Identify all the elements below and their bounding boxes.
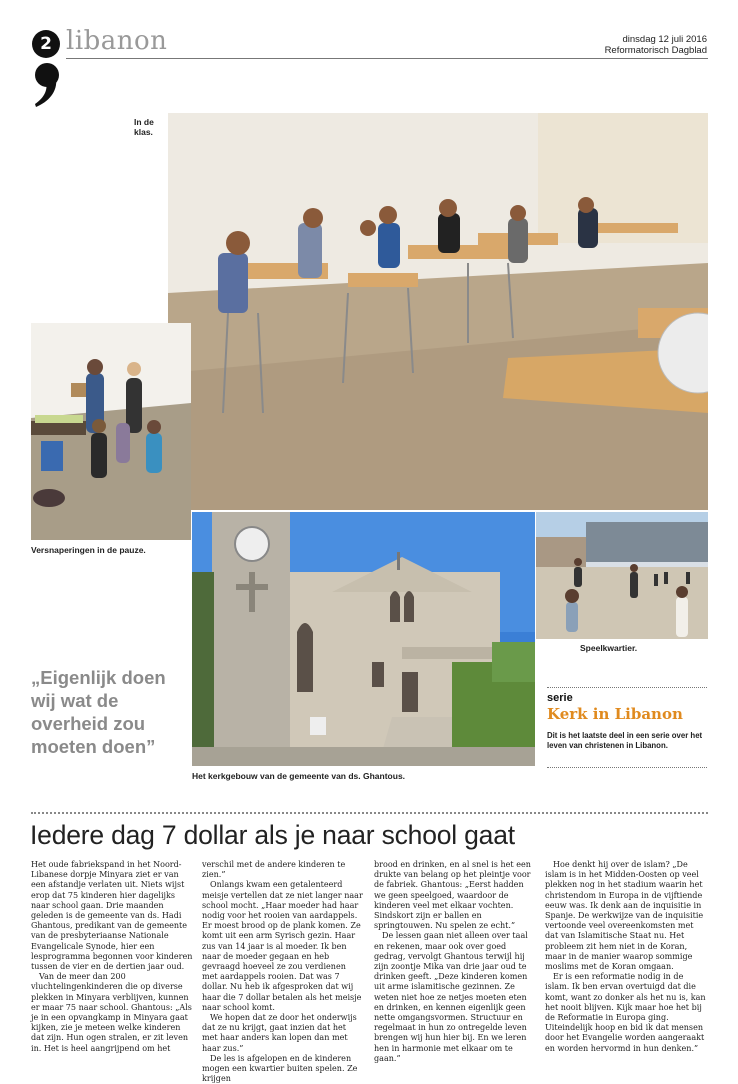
pull-quote: „Eigenlijk doen wij wat de overheid zou moeten doen” [31, 667, 166, 757]
issue-date: dinsdag 12 juli 2016 [622, 34, 707, 45]
paragraph: verschil met de andere kinderen te zien.” [202, 860, 346, 880]
article-column-2 [202, 860, 364, 1084]
header-rule [66, 58, 708, 59]
article-column-4 [545, 860, 707, 1054]
page-number-badge: 2 [32, 30, 60, 58]
paragraph: brood en drinken, en al snel is het een drukte van belang op het pleintje voor de fabriek. Ghantous: „Eerst hadden we geen speelgoed, waardoor de kinderen veel met elkaar vochten. Sindskort zijn er ballen en springtouwen. Nu spelen ze echt.” [374, 860, 531, 931]
playground-caption: Speelkwartier. [580, 643, 638, 653]
church-photo [192, 512, 535, 766]
paragraph: Van de meer dan 200 vluchtelingenkinderen die op diverse plekken in Minyara verblijven, kunnen er maar 75 naar school. Ghantous: „Als je in een opvangkamp in Minyara gaat kijken, zie je meteen welke kinderen dat zijn. Hun ogen stralen, er zit leven in. Het is heel aangrijpend om het [31, 972, 192, 1053]
church-caption: Het kerkgebouw van de gemeente van ds. Ghantous. [192, 771, 406, 781]
paragraph: Er is een reformatie nodig in de islam. Ik ben ervan overtuigd dat die komt, want zo donker als het nu is, kan het nooit blijven. Kijk maar hoe het bij de Reformatie in Europa ging. Uiteindelijk hoop en bid ik dat mensen door het Evangelie worden aangeraakt en worden hervormd in hun denken.” [545, 972, 706, 1053]
playground-photo [536, 512, 708, 639]
serie-title: Kerk in Libanon [547, 705, 683, 723]
serie-label: serie [547, 692, 573, 704]
issue-info [605, 34, 707, 56]
classroom-photo [168, 113, 708, 510]
comma-logo-icon [34, 62, 60, 108]
publication-name: Reformatorisch Dagblad [604, 45, 707, 56]
article-divider [31, 812, 708, 814]
serie-description: Dit is het laatste deel in een serie over het leven van christenen in Libanon. [547, 731, 703, 750]
snack-photo [31, 323, 191, 540]
paragraph: Onlangs kwam een getalenteerd meisje vertellen dat ze niet langer naar school mocht. „Haar moeder had haar nodig voor het rooien van aardappels. Er moest brood op de plank komen. Ze komt uit een arm Syrisch gezin. Haar zus van 14 jaar is al moeder. Ik ben naar de moeder gegaan en heb gevraagd hoeveel ze zou verdienen met aardappels rooien. Dat was 7 dollar. Nu heb ik afgesproken dat wij haar die 7 dollar betalen als het meisje naar school komt. [202, 880, 363, 1012]
serie-bottom-divider [547, 767, 707, 768]
article-column-1 [31, 860, 193, 1054]
serie-top-divider [547, 687, 707, 688]
paragraph: Hoe denkt hij over de islam? „De islam is in het Midden-Oosten op veel plekken nog in het stadium waarin het christendom in Europa in de vijftiende eeuw was. Ik denk aan de inquisitie in Spanje. De werkwijze van de inquisitie vertoonde veel overeenkomsten met dat van Islamitische Staat nu. Het probleem zit hem niet in de Koran, maar in de manier waarop sommige moslims met de Koran omgaan. [545, 860, 704, 972]
section-title: libanon [66, 26, 168, 56]
paragraph: De lessen gaan niet alleen over taal en rekenen, maar ook over goed gedrag, vervolgt Ghantous terwijl hij zijn zoontje Mika van drie jaar oud te drinken geeft. „Deze kinderen komen uit arme islamitische gezinnen. Ze weten niet hoe ze netjes moeten eten en drinken, en kennen eigenlijk geen nette omgangsvormen. Structuur en regelmaat in hun zo ontregelde leven brengen wij hun hier bij. En we leren hen in harmonie met elkaar om te gaan.” [374, 931, 528, 1063]
classroom-caption: In de klas. [134, 117, 154, 137]
article-headline: Iedere dag 7 dollar als je naar school gaat [30, 820, 515, 850]
paragraph: We hopen dat ze door het onderwijs dat ze nu krijgt, gaat inzien dat het met haar anders kan lopen dan met haar zus.” [202, 1013, 357, 1053]
paragraph: Het oude fabriekspand in het Noord-Libanese dorpje Minyara ziet er van een afstandje verlaten uit. Niets wijst erop dat 75 kinderen hier dagelijks naar school gaan. Drie maanden geleden is de gemeente van ds. Hadi Ghantous, predikant van de gemeente van de presbyteriaanse Nationale Evangelicale Synode, hier een lesprogramma begonnen voor kinderen tussen de vier en de dertien jaar oud. [31, 860, 193, 972]
snack-caption: Versnaperingen in de pauze. [31, 545, 146, 555]
article-column-3 [374, 860, 536, 1064]
paragraph: De les is afgelopen en de kinderen mogen een kwartier buiten spelen. Ze krijgen [202, 1053, 358, 1084]
